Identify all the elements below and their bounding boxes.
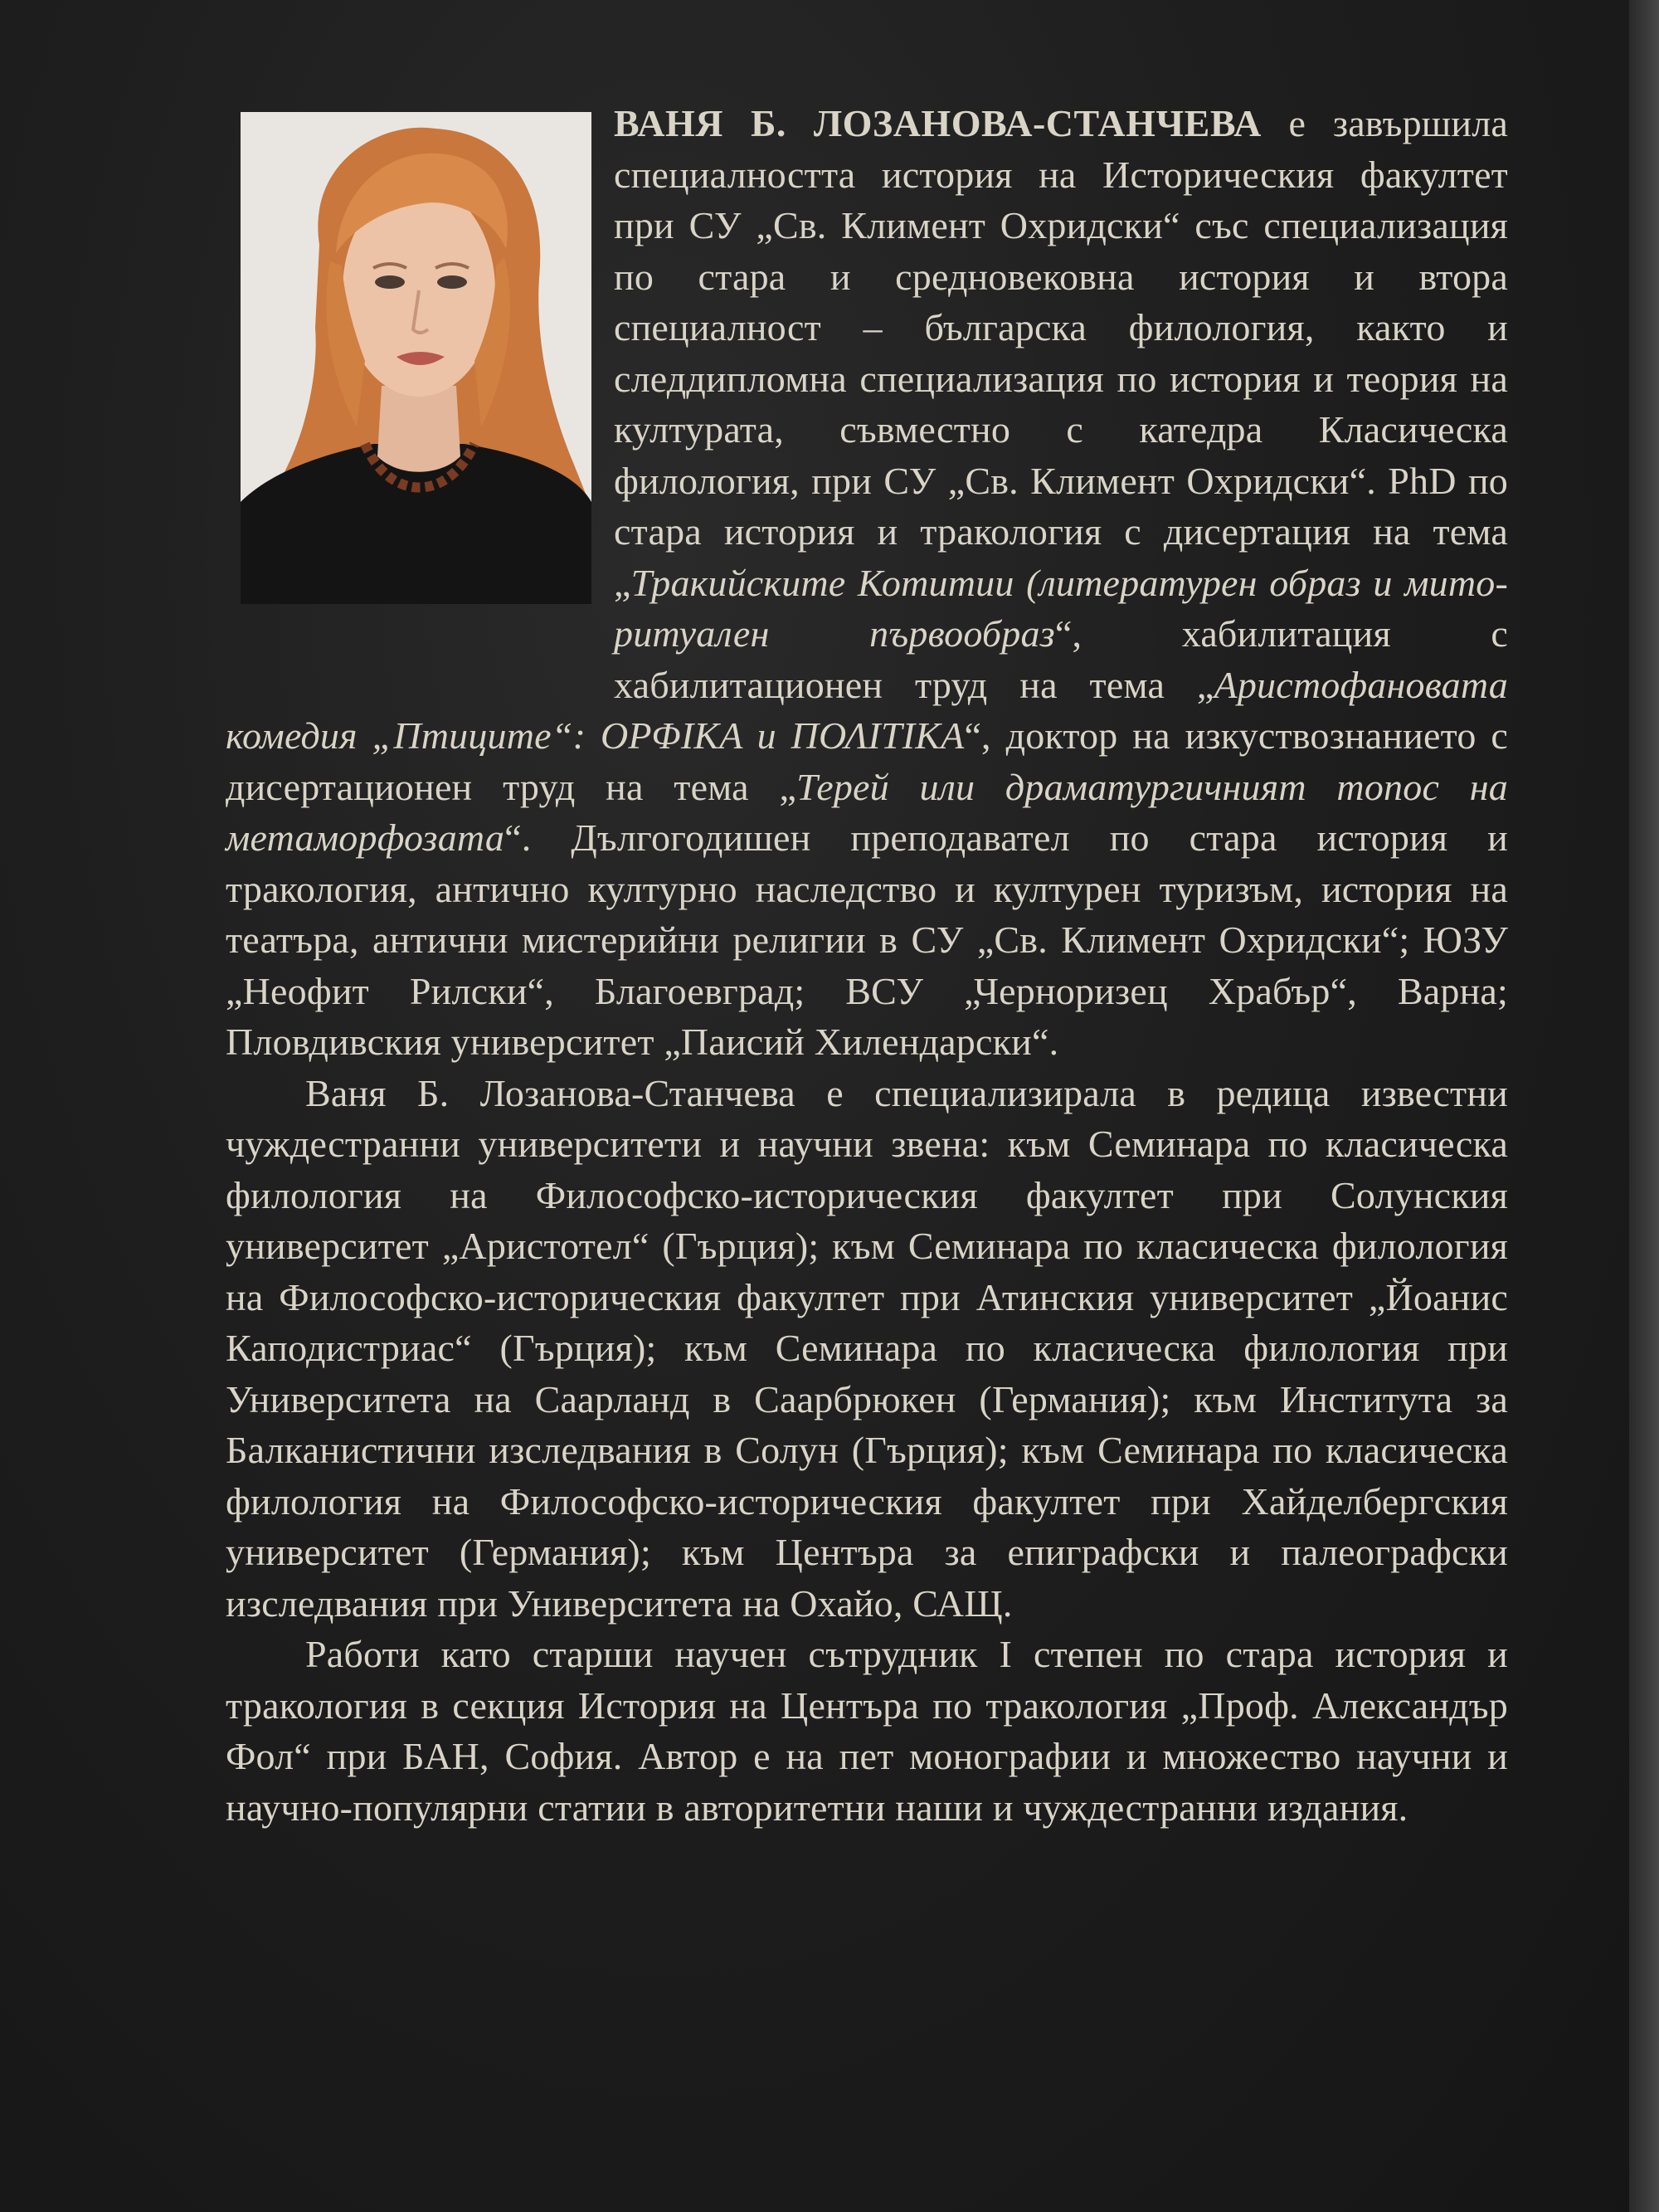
dissertation-title-2: Терей или драматургичният топос на метаморфозата	[226, 765, 1508, 859]
photo-spacer	[226, 98, 614, 662]
bio-paragraph-2: Ваня Б. Лозанова-Станчева е специализирала в редица известни чуждестранни университети и научни звена: към Семинара по класическа филология на Философско-историческия факултет при Солунския университет „Аристотел“ (Гърция); към Семинара по класическа филология на Философско-историческия факултет при Атинския университет „Йоанис Каподистриас“ (Гърция); към Семинара по класическа филология при Университета на Саарланд в Саарбрюкен (Германия); към Института за Балканистични изследвания в Солун (Гърция); към Семинара по класическа филология на Философско-историческия факултет при Хайделбергския университет (Германия); към Центъра за епиграфски и палеографски изследвания при Университета на Охайо, САЩ.	[226, 1071, 1508, 1625]
bio-text-segment: “, хабилитация с хабилитационен труд на тема „	[614, 612, 1508, 706]
bio-text-segment: “. Дългогодишен преподавател по стара история и тракология, антично културно наследство и културен туризъм, история на театъра, антични мистерийни религии в СУ „Св. Климент Охридски“; ЮЗУ „Неофит Рилски“, Благоевград; ВСУ „Черноризец Храбър“, Варна; Пловдивския университет „Паисий Хилендарски“.	[226, 816, 1508, 1063]
author-name: ВАНЯ Б. ЛОЗАНОВА-СТАНЧЕВА	[614, 102, 1262, 144]
bio-paragraph-3: Работи като старши научен сътрудник I степен по стара история и тракология в секция История на Центъра по тракология „Проф. Александър Фол“ при БАН, София. Автор е на пет монографии и множество научни и научно-популярни статии в авторитетни наши и чуждестранни издания.	[226, 1633, 1508, 1829]
author-biography	[226, 98, 1508, 1833]
bio-text-segment: “, доктор на изкуствознанието с дисертационен труд на тема „	[226, 714, 1508, 808]
bio-text-segment: е завършила специалността история на Историческия факултет при СУ „Св. Климент Охридски“ със специализация по стара и средновековна история и втора специалност – българска филология, както и следдипломна специализация по история и теория на културата, съвместно с катедра Класическа филология, при СУ „Св. Климент Охридски“. PhD по стара история и тракология с дисертация на тема „	[614, 102, 1508, 604]
habilitation-title: Аристофановата комедия „Птиците“: ΟΡΦΙΚΑ и ΠΟΛΙΤΙΚΑ	[226, 663, 1508, 757]
dissertation-title-1: Тракийските Котитии (литературен образ и мито-ритуален първообраз	[614, 561, 1508, 655]
